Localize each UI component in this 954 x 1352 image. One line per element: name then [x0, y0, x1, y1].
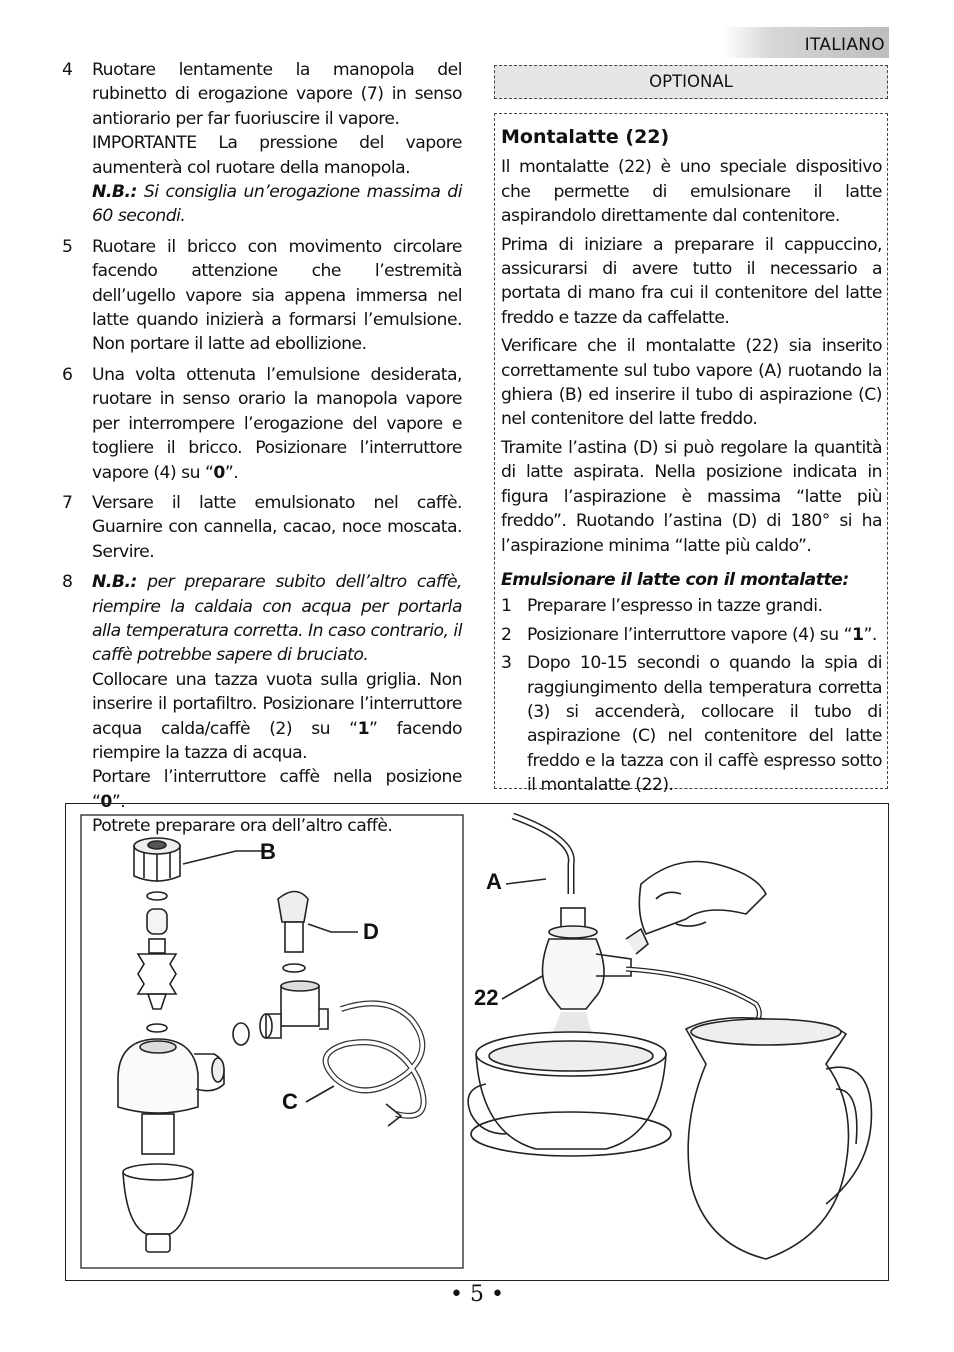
label-d: D	[363, 919, 379, 944]
list-item	[501, 594, 882, 618]
step-text-b: ”.	[224, 462, 239, 483]
label-c: C	[282, 1089, 298, 1114]
switch-position-0: 0	[100, 791, 112, 812]
nb-note	[92, 570, 462, 668]
switch-position-0: 0	[213, 462, 225, 483]
switch-position-1: 1	[357, 718, 370, 739]
nb-text: Si consiglia un’erogazione massima di 60 secondi.	[92, 182, 462, 227]
important-note: IMPORTANTE La pressione del vapore aumenterà col ruotare della manopola.	[92, 133, 462, 178]
nb-note	[92, 180, 462, 229]
subsection-title: Emulsionare il latte con il montalatte:	[501, 569, 849, 590]
step-7	[62, 491, 462, 564]
step-number: 4	[62, 60, 73, 80]
step-text-a: Portare l’interruttore caffè nella posizione “	[92, 767, 462, 812]
page-number: • 5 •	[450, 1282, 504, 1307]
paragraph: Il montalatte (22) è uno speciale dispositivo che permette di emulsionare il latte aspirandolo direttamente dal contenitore.	[501, 157, 882, 227]
nb-label: N.B.:	[92, 182, 137, 203]
right-column	[501, 125, 882, 802]
step-text-a: Collocare una tazza vuota sulla griglia. Non inserire il portafiltro. Posizionare l’interruttore acqua calda/caffè (2) su “	[92, 669, 462, 739]
step-number: 8	[62, 572, 73, 593]
list-text: Preparare l’espresso in tazze grandi.	[527, 596, 823, 617]
list-text-a: Posizionare l’interruttore vapore (4) su “	[527, 624, 853, 645]
label-b: B	[260, 839, 276, 864]
step-text: Versare il latte emulsionato nel caffè. Guarnire con cannella, cacao, noce moscata. Servire.	[92, 492, 462, 562]
section-title: Montalatte (22)	[501, 126, 670, 148]
left-column	[62, 58, 462, 845]
milk-frother-illustration	[66, 804, 888, 1280]
list-text-b: ”.	[863, 624, 877, 645]
switch-position-1: 1	[852, 624, 864, 645]
step-text: Ruotare lentamente la manopola del rubinetto di erogazione vapore (7) in senso antiorario per far fuoriuscire il vapore.	[92, 60, 462, 129]
label-a: A	[486, 869, 502, 894]
nb-text: per preparare subito dell’altro caffè, riempire la caldaia con acqua per portarla alla temperatura corretta. In caso contrario, il caffè potrebbe sapere di bruciato.	[92, 572, 462, 666]
step-text-b: ”.	[111, 791, 126, 812]
list-number: 2	[501, 624, 512, 645]
step-5	[62, 235, 462, 357]
step-6	[62, 363, 462, 485]
step-8	[62, 570, 462, 838]
step-number: 5	[62, 236, 73, 257]
language-tab: ITALIANO	[723, 27, 889, 58]
list-item	[501, 623, 882, 647]
step-text	[92, 363, 462, 485]
paragraph: Verificare che il montalatte (22) sia inserito correttamente sul tubo vapore (A) ruotando la ghiera (B) ed inserire il tubo di aspirazione (C) nel contenitore del latte freddo.	[501, 336, 882, 430]
paragraph: Prima di iniziare a preparare il cappuccino, assicurarsi di avere tutto il necessario a portata di mano fra cui il contenitore del latte freddo e tazze da caffelatte.	[501, 234, 882, 328]
step-text: Ruotare il bricco con movimento circolare facendo attenzione che l’estremità dell’ugello vapore sia appena immersa nel latte quando inizierà a formarsi l’emulsione. Non portare il latte ad ebollizione.	[92, 236, 462, 355]
step-number: 6	[62, 364, 73, 385]
step-number: 7	[62, 492, 73, 513]
nb-label: N.B.:	[92, 572, 137, 593]
paragraph: Tramite l’astina (D) si può regolare la quantità di latte aspirata. Nella posizione indicata in figura l’aspirazione è massima “latte più freddo”. Ruotando l’astina (D) di 180° si ha l’aspirazione minima “latte più caldo”.	[501, 437, 882, 556]
step-4	[62, 58, 462, 229]
label-22: 22	[474, 985, 499, 1010]
step-text: Potrete preparare ora dell’altro caffè.	[92, 816, 393, 837]
step-text	[92, 668, 462, 766]
step-text-a: Una volta ottenuta l’emulsione desiderata, ruotare in senso orario la manopola vapore per interrompere l’erogazione del vapore e togliere il bricco. Posizionare l’interruttore vapore (4) su “	[92, 364, 462, 483]
list-text	[527, 623, 882, 647]
list-number: 3	[501, 653, 512, 674]
list-text: Dopo 10-15 secondi o quando la spia di raggiungimento della temperatura corretta (3) si accenderà, collocare il tubo di aspirazione (C) nel contenitore del latte freddo e la tazza con il caffè espresso sotto il montalatte (22).	[527, 653, 882, 796]
step-text-b: ” facendo riempire la tazza di acqua.	[92, 718, 463, 763]
list-item	[501, 651, 882, 797]
list-number: 1	[501, 596, 512, 617]
optional-banner: OPTIONAL	[494, 65, 888, 99]
figure-frame	[65, 803, 889, 1281]
